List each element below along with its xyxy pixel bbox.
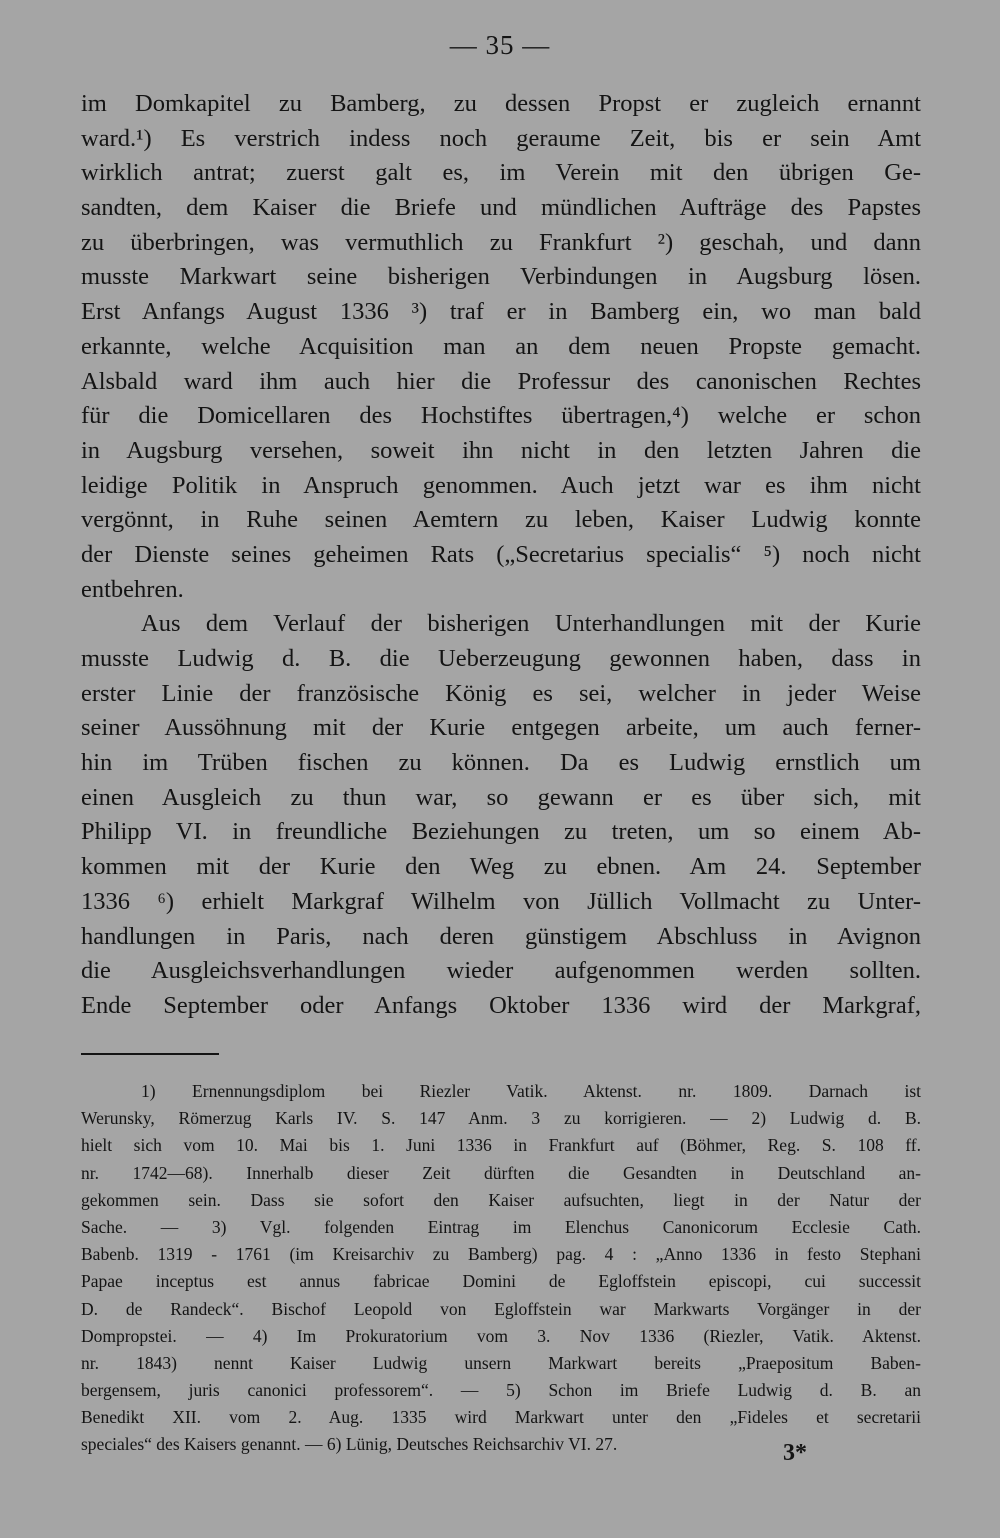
footnote-line: D. de Randeck“. Bischof Leopold von Egloffstein war Markwarts Vorgänger in der bbox=[81, 1298, 921, 1319]
printer-signature: 3* bbox=[783, 1440, 807, 1466]
footnote-line: bergensem, juris canonici professorem“. — 5) Schon im Briefe Ludwig d. B. an bbox=[81, 1380, 921, 1401]
text-line: für die Domicellaren des Hochstiftes übertragen,⁴) welche er schon bbox=[81, 402, 921, 430]
text-line: Alsbald ward ihm auch hier die Professur des canonischen Rechtes bbox=[81, 367, 921, 395]
text-line: in Augsburg versehen, soweit ihn nicht in den letzten Jahren die bbox=[81, 436, 921, 464]
text-line: musste Ludwig d. B. die Ueberzeugung gewonnen haben, dass in bbox=[81, 645, 921, 672]
footnote-divider bbox=[81, 1053, 219, 1055]
text-line: wirklich antrat; zuerst galt es, im Verein mit den übrigen Ge- bbox=[81, 159, 921, 187]
text-line: entbehren. bbox=[81, 575, 184, 603]
text-line: kommen mit der Kurie den Weg zu ebnen. Am 24. September bbox=[81, 853, 921, 881]
footnote-line: nr. 1843) nennt Kaiser Ludwig unsern Markwart bereits „Praepositum Baben- bbox=[81, 1352, 921, 1373]
footnote-line: Babenb. 1319 - 1761 (im Kreisarchiv zu Bamberg) pag. 4 : „Anno 1336 in festo Stephani bbox=[81, 1244, 921, 1265]
text-line: erkannte, welche Acquisition man an dem neuen Propste gemacht. bbox=[81, 332, 921, 360]
text-line: ward.¹) Es verstrich indess noch geraume Zeit, bis er sein Amt bbox=[81, 124, 921, 152]
footnote-line: speciales“ des Kaisers genannt. — 6) Lünig, Deutsches Reichsarchiv VI. 27. bbox=[81, 1434, 618, 1455]
footnote-line: nr. 1742—68). Innerhalb dieser Zeit dürften die Gesandten in Deutschland an- bbox=[81, 1162, 921, 1183]
footnotes bbox=[81, 1078, 921, 1459]
text-line: zu überbringen, was vermuthlich zu Frankfurt ²) geschah, und dann bbox=[81, 228, 921, 256]
main-text bbox=[81, 87, 921, 1024]
footnote-line: Werunsky, Römerzug Karls IV. S. 147 Anm. 3 zu korrigieren. — 2) Ludwig d. B. bbox=[81, 1108, 921, 1129]
text-line: erster Linie der französische König es sei, welcher in jeder Weise bbox=[81, 679, 921, 707]
text-line: im Domkapitel zu Bamberg, zu dessen Propst er zugleich ernannt bbox=[81, 90, 921, 117]
page-number: — 35 — bbox=[449, 30, 551, 60]
footnote-line: 1) Ernennungsdiplom bei Riezler Vatik. Aktenst. nr. 1809. Darnach ist bbox=[141, 1081, 921, 1101]
text-line: seiner Aussöhnung mit der Kurie entgegen arbeite, um auch ferner- bbox=[81, 714, 921, 742]
text-line: sandten, dem Kaiser die Briefe und mündlichen Aufträge des Papstes bbox=[81, 194, 921, 222]
footnote-line: hielt sich vom 10. Mai bis 1. Juni 1336 in Frankfurt auf (Böhmer, Reg. S. 108 ff. bbox=[81, 1135, 921, 1156]
text-line: vergönnt, in Ruhe seinen Aemtern zu leben, Kaiser Ludwig konnte bbox=[81, 506, 921, 534]
footnote-line: Sache. — 3) Vgl. folgenden Eintrag im Elenchus Canonicorum Ecclesie Cath. bbox=[81, 1216, 921, 1237]
text-line: einen Ausgleich zu thun war, so gewann er es über sich, mit bbox=[81, 783, 921, 811]
text-line: Erst Anfangs August 1336 ³) traf er in Bamberg ein, wo man bald bbox=[81, 298, 921, 326]
text-line: Ende September oder Anfangs Oktober 1336 wird der Markgraf, bbox=[81, 991, 921, 1019]
text-line: musste Markwart seine bisherigen Verbindungen in Augsburg lösen. bbox=[81, 263, 921, 291]
footnote-line: Dompropstei. — 4) Im Prokuratorium vom 3. Nov 1336 (Riezler, Vatik. Aktenst. bbox=[81, 1325, 921, 1346]
text-line: leidige Politik in Anspruch genommen. Auch jetzt war es ihm nicht bbox=[81, 471, 921, 499]
text-line: Philipp VI. in freundliche Beziehungen zu treten, um so einem Ab- bbox=[81, 818, 921, 846]
text-line: Aus dem Verlauf der bisherigen Unterhandlungen mit der Kurie bbox=[141, 610, 921, 638]
text-line: handlungen in Paris, nach deren günstigem Abschluss in Avignon bbox=[81, 922, 921, 950]
text-line: hin im Trüben fischen zu können. Da es Ludwig ernstlich um bbox=[81, 749, 921, 777]
footnote-line: Benedikt XII. vom 2. Aug. 1335 wird Markwart unter den „Fideles et secretarii bbox=[81, 1407, 921, 1428]
text-line: 1336 ⁶) erhielt Markgraf Wilhelm von Jüllich Vollmacht zu Unter- bbox=[81, 887, 921, 915]
text-line: der Dienste seines geheimen Rats („Secretarius specialis“ ⁵) noch nicht bbox=[81, 540, 921, 568]
footnote-line: Papae inceptus est annus fabricae Domini de Egloffstein episcopi, cui successit bbox=[81, 1271, 921, 1292]
text-line: die Ausgleichsverhandlungen wieder aufgenommen werden sollten. bbox=[81, 957, 921, 985]
footnote-line: gekommen sein. Dass sie sofort den Kaiser aufsuchten, liegt in der Natur der bbox=[81, 1189, 921, 1210]
